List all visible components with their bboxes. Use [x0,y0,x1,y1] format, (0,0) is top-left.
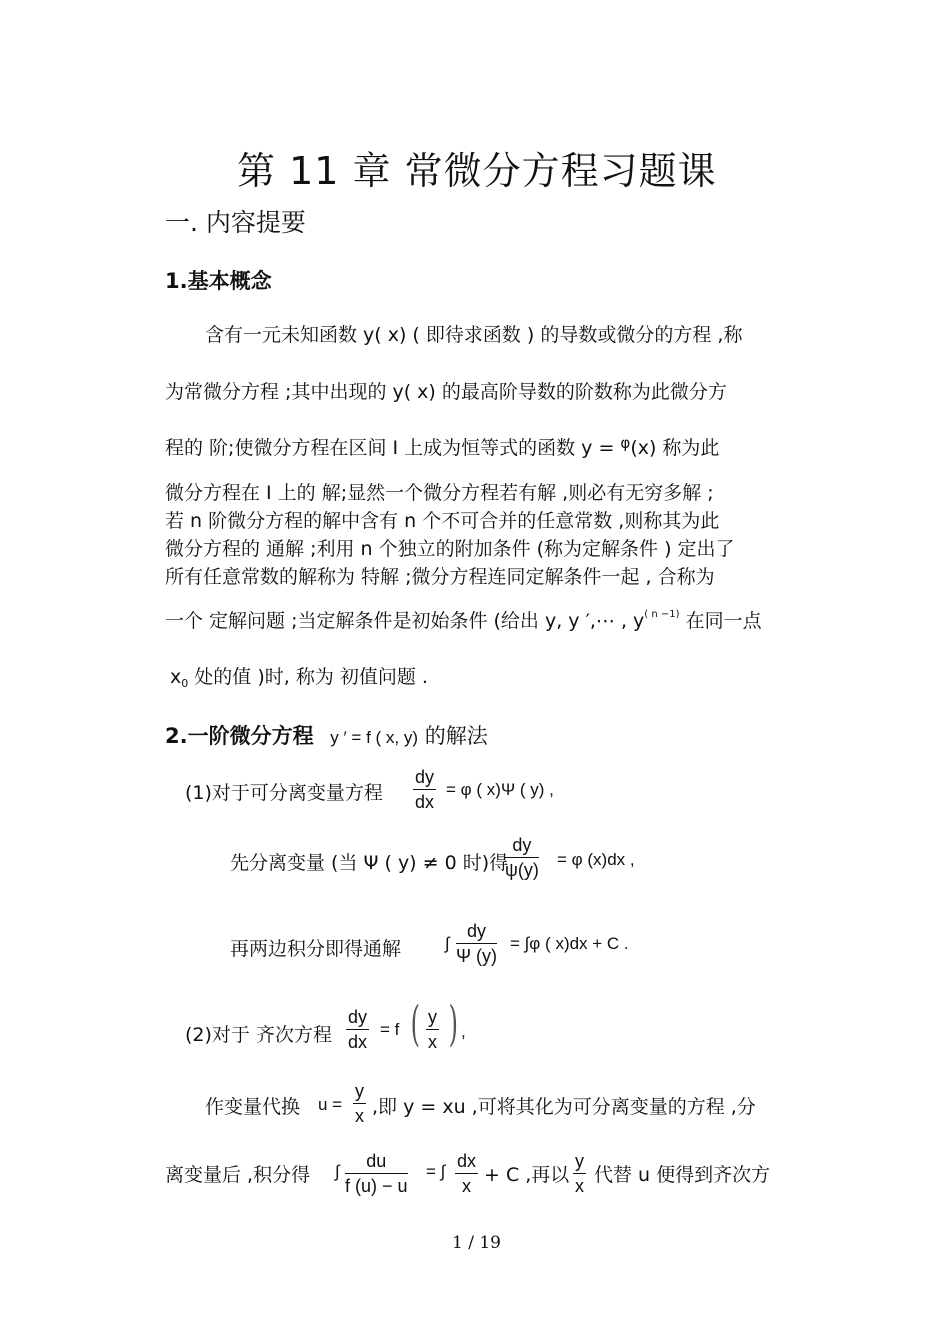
fraction-denominator: dx [348,1032,368,1052]
fraction-numerator: du [345,1152,408,1174]
fraction-numerator: dy [505,836,539,858]
paragraph-line: 若 n 阶微分方程的解中含有 n 个不可合并的任意常数 ,则称其为此 [165,510,720,532]
fraction-dx-x [455,1152,478,1195]
fraction-dy-dx [413,768,436,811]
integral-sign: ∫ [335,1162,340,1181]
paragraph-text: 在同一点 [679,610,762,632]
case-label: 离变量后 ,积分得 [165,1164,311,1186]
paragraph-line: 所有任意常数的解称为 特解 ;微分方程连同定解条件一起 , 合称为 [165,566,715,588]
subscript: 0 [181,677,189,690]
fraction-denominator: x [428,1032,437,1052]
fraction-numerator: y [573,1152,586,1174]
fraction-numerator: y [353,1082,366,1104]
fraction-numerator: dx [455,1152,478,1174]
equation: y ′ = f ( x, y) [330,728,419,747]
equation-rhs: = φ ( x)Ψ ( y) , [446,780,554,799]
left-parenthesis: ( [410,996,421,1052]
paragraph-text: (x) 称为此 [630,437,720,459]
paragraph-line [165,433,719,460]
case-label: 作变量代换 [205,1096,301,1118]
paragraph-text: 程的 阶;使微分方程在区间 I 上成为恒等式的函数 y = [165,437,621,459]
fraction-denominator: x [575,1176,584,1196]
fraction-y-x [353,1082,366,1125]
equation-rhs: = φ (x)dx , [557,850,635,869]
fraction-y-x [573,1152,586,1195]
fraction-dy-psi-y [456,922,497,965]
paragraph-text: 一个 定解问题 ;当定解条件是初始条件 (给出 y, y ′,⋯ , y [165,610,645,632]
paragraph-text: 处的值 )时, 称为 初值问题 . [188,666,428,688]
equation-comma: , [461,1022,466,1041]
fraction-dy-dx [346,1008,369,1051]
subsection-heading-first-order [165,720,488,750]
page-title: 第 11 章 常微分方程习题课 [237,149,717,193]
paragraph-text: 代替 u 便得到齐次方 [594,1164,771,1186]
fraction-denominator: dx [415,792,435,812]
fraction-denominator: f (u) − u [345,1176,408,1196]
fraction-dy-psi [505,836,539,879]
paragraph-text: + C ,再以 [484,1164,570,1186]
paragraph-line: 为常微分方程 ;其中出现的 y( x) 的最高阶导数的阶数称为此微分方 [165,381,727,403]
case-label: (1)对于可分离变量方程 [185,782,383,804]
equation-rhs: = ∫φ ( x)dx + C . [510,934,629,953]
paragraph-text: x [170,666,182,688]
case-label: 再两边积分即得通解 [230,938,402,960]
case-label: 先分离变量 (当 Ψ ( y) ≠ 0 时)得 [230,852,509,874]
equation-operator: = ∫ [426,1162,446,1181]
paragraph-line: 微分方程在 I 上的 解;显然一个微分方程若有解 ,则必有无穷多解 ; [165,482,714,504]
section-heading: 一. 内容提要 [165,208,306,237]
fraction-denominator: x [462,1176,471,1196]
case-label: (2)对于 齐次方程 [185,1024,332,1046]
paragraph-line [165,606,762,633]
phi-symbol: φ [620,434,631,452]
paragraph-text: ,即 y = xu ,可将其化为可分离变量的方程 ,分 [372,1096,756,1118]
fraction-denominator: Ψ (y) [456,946,498,966]
fraction-numerator: y [426,1008,439,1030]
paragraph-line: 微分方程的 通解 ;利用 n 个独立的附加条件 (称为定解条件 ) 定出了 [165,538,735,560]
fraction-denominator: ψ(y) [505,860,539,880]
paragraph-line [170,662,428,690]
fraction-numerator: dy [456,922,497,944]
paragraph-line: 含有一元未知函数 y( x) ( 即待求函数 ) 的导数或微分的方程 ,称 [205,324,743,346]
equation-lhs: u = [318,1095,343,1114]
right-parenthesis: ) [448,996,459,1052]
fraction-numerator: dy [413,768,436,790]
subsection-heading-basic-concepts: 1.基本概念 [165,269,272,293]
fraction-du [345,1152,408,1195]
equation-operator: = f [380,1020,400,1039]
superscript: ( n −1) [644,609,680,620]
fraction-y-x [426,1008,439,1051]
subsection-tail: 的解法 [424,724,488,748]
integral-sign: ∫ [445,934,450,953]
fraction-numerator: dy [346,1008,369,1030]
page-number: 1 / 19 [452,1233,501,1253]
subsection-label: 2.一阶微分方程 [165,724,314,748]
fraction-denominator: x [355,1106,364,1126]
